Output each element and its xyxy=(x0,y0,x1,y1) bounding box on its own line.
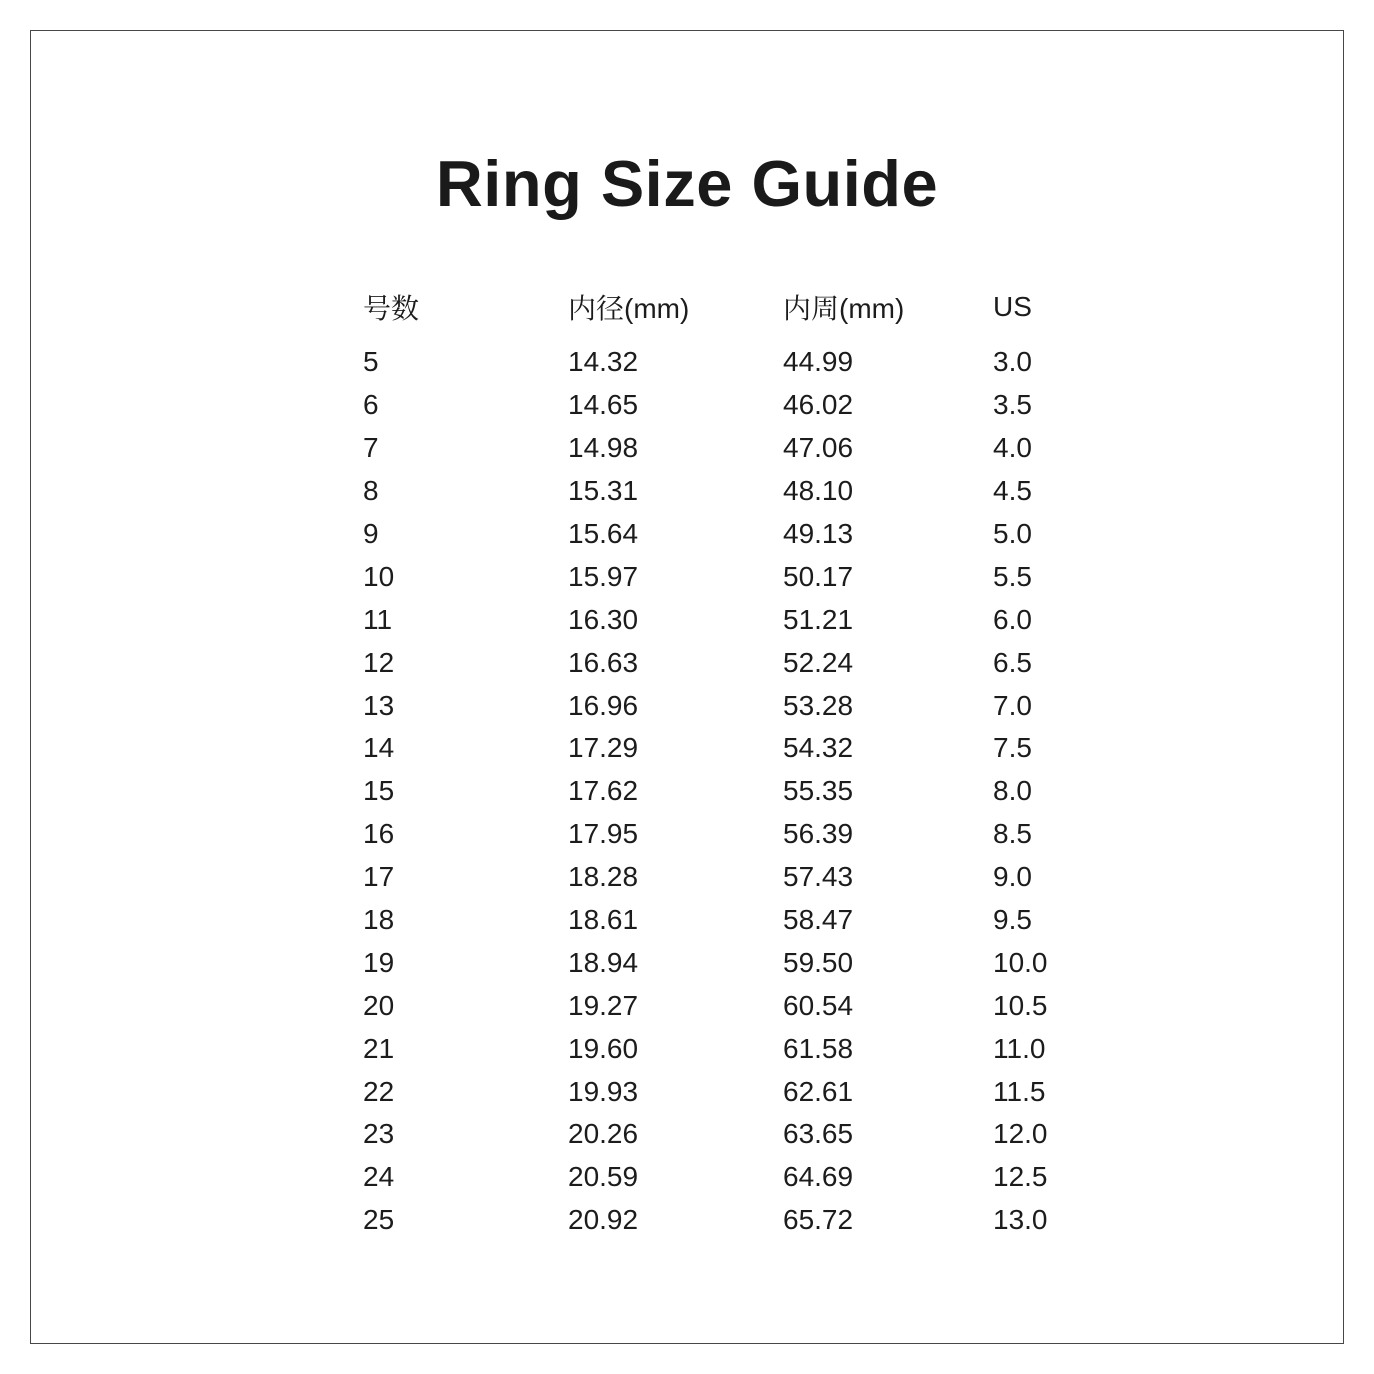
table-row xyxy=(363,513,1294,556)
table-row xyxy=(363,770,1294,813)
cell-inner-circumference: 44.99 xyxy=(783,346,854,378)
cell-inner-circumference: 56.39 xyxy=(783,818,854,850)
table-body xyxy=(363,341,1294,1242)
table-row xyxy=(363,384,1294,427)
cell-inner-diameter: 20.26 xyxy=(568,1118,639,1150)
table-row xyxy=(363,984,1294,1027)
table-row xyxy=(363,1070,1294,1113)
table-row xyxy=(363,813,1294,856)
cell-inner-circumference: 52.24 xyxy=(783,646,854,678)
cell-inner-diameter: 17.29 xyxy=(568,732,639,764)
cell-inner-diameter: 15.97 xyxy=(568,560,639,592)
cell-us-size: 5.0 xyxy=(993,518,1032,549)
cell-inner-diameter: 16.96 xyxy=(568,689,639,721)
cell-us-size: 3.0 xyxy=(993,346,1032,378)
cell-size-number: 17 xyxy=(363,861,395,893)
cell-inner-diameter: 16.30 xyxy=(568,603,639,635)
cell-size-number: 19 xyxy=(363,946,395,978)
cell-us-size: 8.0 xyxy=(993,775,1032,807)
cell-us-size: 12.0 xyxy=(993,1118,1048,1150)
table-row xyxy=(363,1156,1294,1199)
cell-us-size: 5.5 xyxy=(993,560,1032,592)
cell-us-size: 7.5 xyxy=(993,732,1032,764)
cell-us-size: 3.5 xyxy=(993,389,1032,421)
cell-us-size: 10.5 xyxy=(993,989,1048,1021)
cell-us-size: 4.5 xyxy=(993,475,1032,507)
cell-inner-diameter: 17.62 xyxy=(568,775,639,807)
table-row xyxy=(363,427,1294,470)
cell-size-number: 16 xyxy=(363,818,395,850)
cell-inner-diameter: 14.65 xyxy=(568,389,639,421)
cell-inner-circumference: 57.43 xyxy=(783,861,854,893)
cell-us-size: 4.0 xyxy=(993,432,1032,464)
cell-inner-circumference: 65.72 xyxy=(783,1204,854,1236)
cell-size-number: 24 xyxy=(363,1161,395,1193)
cell-size-number: 5 xyxy=(363,346,379,378)
page-title: Ring Size Guide xyxy=(435,147,939,220)
cell-size-number: 20 xyxy=(363,989,395,1021)
cell-inner-diameter: 19.27 xyxy=(568,989,639,1021)
cell-inner-circumference: 50.17 xyxy=(783,560,854,592)
header-inner-circumference: 内周(mm) xyxy=(783,293,905,324)
cell-inner-circumference: 60.54 xyxy=(783,989,854,1021)
table-header-row xyxy=(363,285,1294,329)
cell-size-number: 14 xyxy=(363,732,395,764)
cell-inner-circumference: 46.02 xyxy=(783,389,854,421)
cell-inner-diameter: 15.31 xyxy=(568,475,639,507)
cell-us-size: 11.0 xyxy=(993,1032,1046,1064)
cell-inner-diameter: 20.92 xyxy=(568,1204,639,1236)
cell-size-number: 21 xyxy=(363,1032,395,1064)
cell-inner-diameter: 17.95 xyxy=(568,818,639,850)
cell-inner-circumference: 53.28 xyxy=(783,689,854,721)
table-row xyxy=(363,641,1294,684)
cell-inner-diameter: 14.32 xyxy=(568,346,639,378)
header-us-size: US xyxy=(993,291,1032,322)
ring-size-table xyxy=(363,285,1294,1242)
cell-inner-circumference: 61.58 xyxy=(783,1032,854,1064)
cell-us-size: 11.5 xyxy=(993,1075,1046,1107)
cell-inner-circumference: 49.13 xyxy=(783,518,854,549)
cell-inner-circumference: 54.32 xyxy=(783,732,854,764)
cell-inner-diameter: 19.93 xyxy=(568,1075,639,1107)
cell-us-size: 13.0 xyxy=(993,1204,1048,1236)
table-row xyxy=(363,856,1294,899)
table-row xyxy=(363,1113,1294,1156)
cell-inner-circumference: 63.65 xyxy=(783,1118,854,1150)
cell-size-number: 10 xyxy=(363,560,395,592)
table-row xyxy=(363,598,1294,641)
cell-us-size: 10.0 xyxy=(993,946,1048,978)
cell-size-number: 25 xyxy=(363,1204,395,1236)
cell-inner-diameter: 19.60 xyxy=(568,1032,639,1064)
header-size-number: 号数 xyxy=(363,293,420,324)
table-row xyxy=(363,727,1294,770)
table-row xyxy=(363,470,1294,513)
cell-inner-circumference: 64.69 xyxy=(783,1161,854,1193)
cell-inner-circumference: 62.61 xyxy=(783,1075,854,1107)
cell-us-size: 8.5 xyxy=(993,818,1032,850)
cell-us-size: 12.5 xyxy=(993,1161,1048,1193)
cell-size-number: 7 xyxy=(363,432,379,464)
table-row xyxy=(363,899,1294,942)
cell-inner-diameter: 20.59 xyxy=(568,1161,639,1193)
header-inner-diameter: 内径(mm) xyxy=(568,293,690,324)
cell-size-number: 13 xyxy=(363,689,395,721)
cell-size-number: 9 xyxy=(363,518,379,549)
cell-size-number: 8 xyxy=(363,475,379,507)
cell-inner-diameter: 18.28 xyxy=(568,861,639,893)
cell-inner-diameter: 18.94 xyxy=(568,946,639,978)
cell-size-number: 23 xyxy=(363,1118,395,1150)
cell-inner-circumference: 47.06 xyxy=(783,432,854,464)
table-row xyxy=(363,555,1294,598)
cell-size-number: 18 xyxy=(363,904,395,936)
cell-size-number: 22 xyxy=(363,1075,395,1107)
table-row xyxy=(363,1199,1294,1242)
cell-us-size: 7.0 xyxy=(993,689,1032,721)
cell-us-size: 6.0 xyxy=(993,603,1032,635)
cell-inner-diameter: 14.98 xyxy=(568,432,639,464)
cell-inner-circumference: 58.47 xyxy=(783,904,854,936)
cell-inner-circumference: 48.10 xyxy=(783,475,854,507)
cell-us-size: 9.0 xyxy=(993,861,1032,893)
table-row xyxy=(363,941,1294,984)
cell-inner-circumference: 51.21 xyxy=(783,603,854,635)
cell-inner-circumference: 59.50 xyxy=(783,946,854,978)
table-row xyxy=(363,341,1294,384)
cell-us-size: 6.5 xyxy=(993,646,1032,678)
cell-inner-diameter: 15.64 xyxy=(568,518,639,549)
cell-size-number: 11 xyxy=(363,603,393,635)
table-row xyxy=(363,1027,1294,1070)
cell-inner-circumference: 55.35 xyxy=(783,775,854,807)
cell-us-size: 9.5 xyxy=(993,904,1032,936)
cell-size-number: 15 xyxy=(363,775,395,807)
cell-size-number: 6 xyxy=(363,389,379,421)
cell-inner-diameter: 16.63 xyxy=(568,646,639,678)
table-row xyxy=(363,684,1294,727)
cell-inner-diameter: 18.61 xyxy=(568,904,639,936)
cell-size-number: 12 xyxy=(363,646,395,678)
